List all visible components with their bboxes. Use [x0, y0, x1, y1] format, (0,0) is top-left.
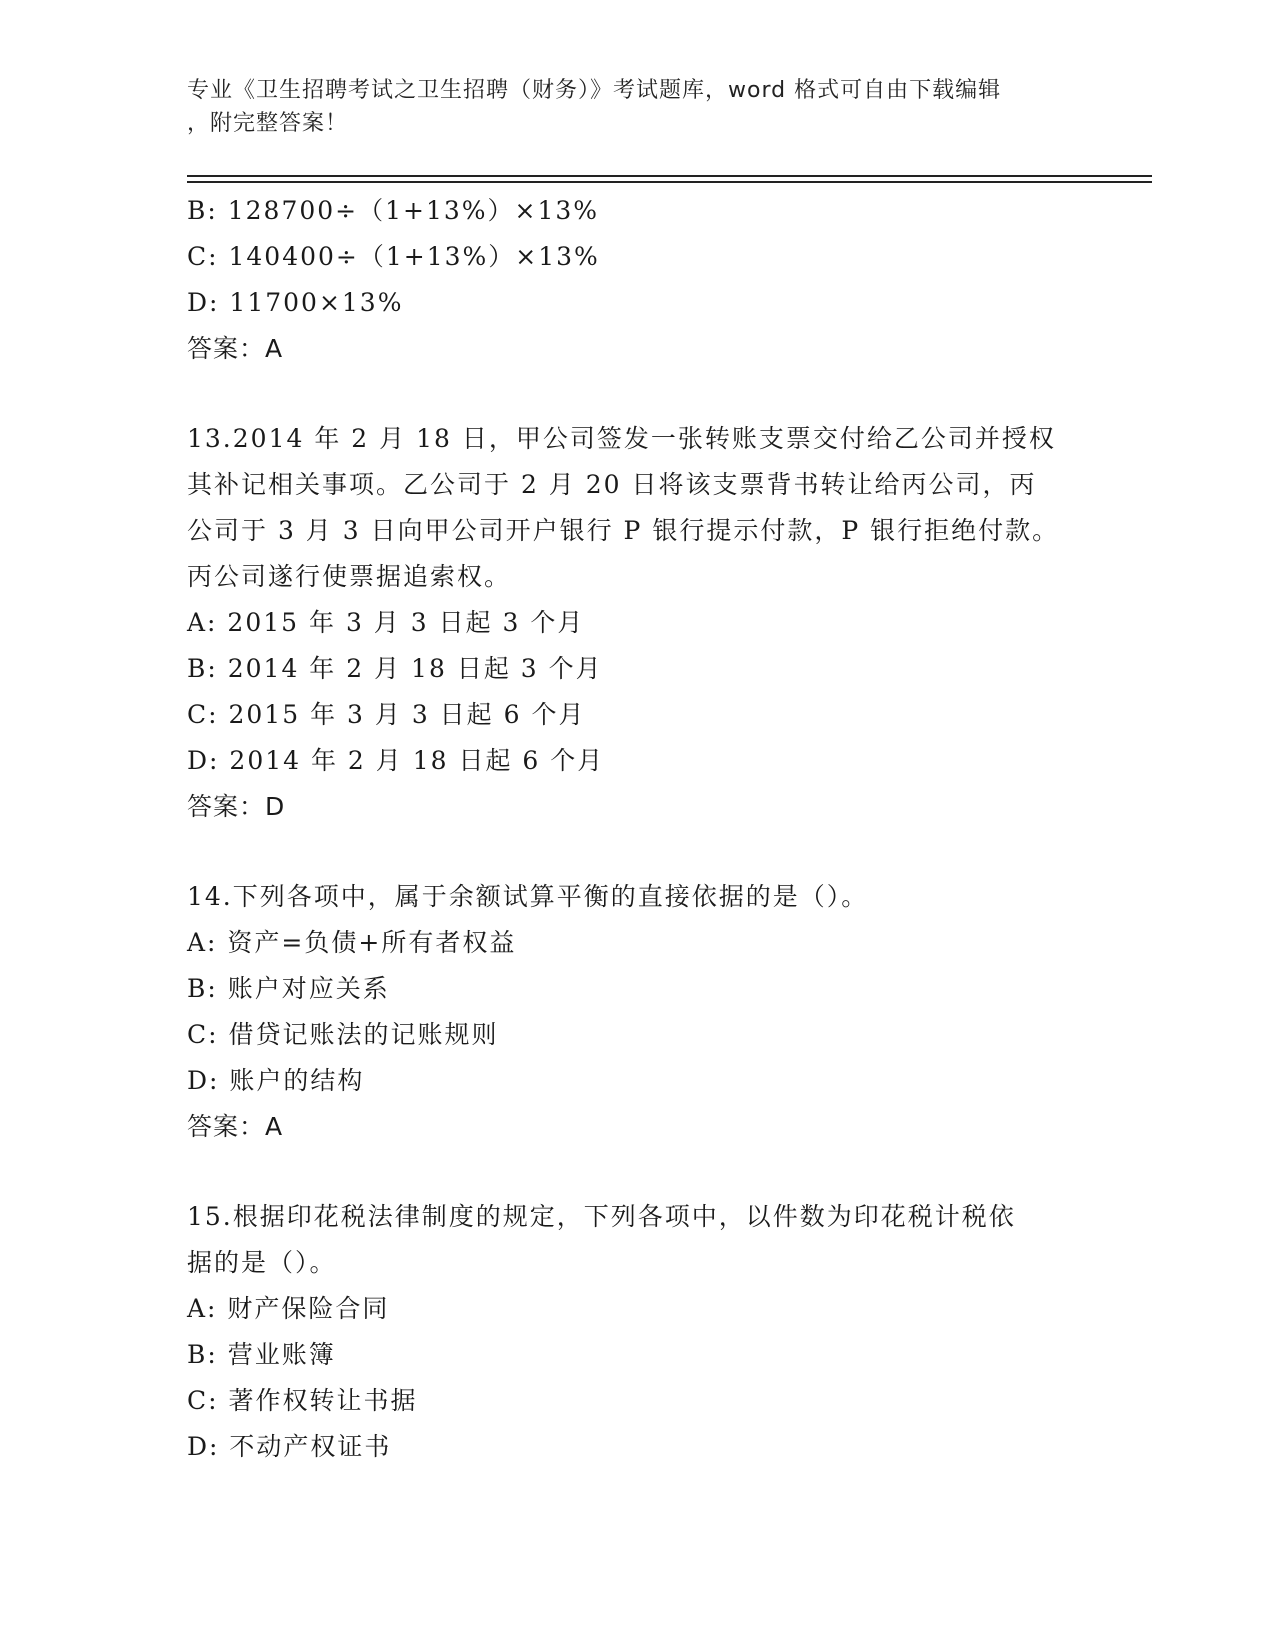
answer-label: 答案：A — [187, 1112, 284, 1141]
option-c: C: 140400÷（1+13%）×13% — [187, 242, 600, 271]
answer-label: 答案：A — [187, 334, 284, 363]
option-d: D: 11700×13% — [187, 288, 404, 317]
option-d: D: 2014 年 2 月 18 日起 6 个月 — [187, 746, 605, 775]
option-b: B: 账户对应关系 — [187, 974, 390, 1003]
option-c: C: 著作权转让书据 — [187, 1386, 418, 1415]
question-stem-line: 其补记相关事项。乙公司于 2 月 20 日将该支票背书转让给丙公司，丙 — [187, 470, 1037, 499]
option-b: B: 营业账簿 — [187, 1340, 336, 1369]
question-stem-line: 据的是（）。 — [187, 1248, 337, 1277]
question-stem-line: 丙公司遂行使票据追索权。 — [187, 562, 512, 591]
answer-label: 答案：D — [187, 792, 286, 821]
header-divider-bottom — [187, 181, 1152, 183]
question-stem-line: 13.2014 年 2 月 18 日，甲公司签发一张转账支票交付给乙公司并授权 — [187, 424, 1056, 453]
option-b: B: 128700÷（1+13%）×13% — [187, 196, 600, 225]
header-line-1: 专业《卫生招聘考试之卫生招聘（财务）》考试题库，word 格式可自由下载编辑 — [187, 78, 1002, 103]
option-c: C: 借贷记账法的记账规则 — [187, 1020, 499, 1049]
document-header — [187, 74, 1067, 140]
option-c: C: 2015 年 3 月 3 日起 6 个月 — [187, 700, 586, 729]
question-13 — [187, 416, 1087, 830]
question-stem-line: 14.下列各项中，属于余额试算平衡的直接依据的是（）。 — [187, 882, 869, 911]
option-a: A: 财产保险合同 — [187, 1294, 390, 1323]
spacer — [187, 372, 1087, 416]
question-stem-line: 公司于 3 月 3 日向甲公司开户银行 P 银行提示付款，P 银行拒绝付款。 — [187, 516, 1060, 545]
option-d: D: 账户的结构 — [187, 1066, 365, 1095]
header-line-2: ，附完整答案！ — [187, 111, 349, 136]
option-b: B: 2014 年 2 月 18 日起 3 个月 — [187, 654, 603, 683]
question-list — [187, 188, 1087, 1470]
spacer — [187, 830, 1087, 874]
question-14 — [187, 874, 1087, 1150]
question-12 — [187, 188, 1087, 372]
option-d: D: 不动产权证书 — [187, 1432, 392, 1461]
spacer — [187, 1150, 1087, 1194]
question-15 — [187, 1194, 1087, 1470]
header-divider-top — [187, 175, 1152, 177]
option-a: A: 2015 年 3 月 3 日起 3 个月 — [187, 608, 585, 637]
option-a: A: 资产=负债+所有者权益 — [187, 928, 517, 957]
question-stem-line: 15.根据印花税法律制度的规定，下列各项中，以件数为印花税计税依 — [187, 1202, 1016, 1231]
